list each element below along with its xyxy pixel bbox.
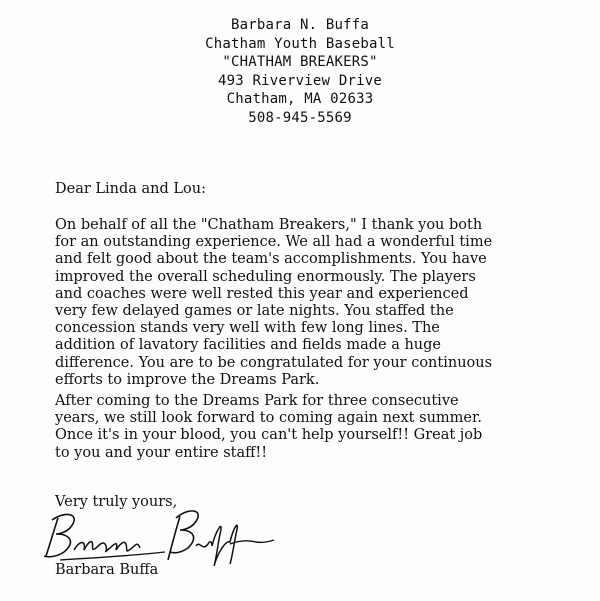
letterhead-phone: 508-945-5569 xyxy=(248,109,352,126)
letterhead-street: 493 Riverview Drive xyxy=(218,72,382,89)
paragraph-line: very few delayed games or late nights. You staffed the xyxy=(55,303,454,320)
paragraph-line: years, we still look forward to coming again next summer. xyxy=(55,410,482,427)
letterhead-city: Chatham, MA 02633 xyxy=(226,91,374,107)
letterhead-organization: Chatham Youth Baseball xyxy=(205,35,395,52)
letterhead-name: Barbara N. Buffa xyxy=(230,17,370,33)
closing: Very truly yours, xyxy=(55,494,178,510)
paragraph-line: After coming to the Dreams Park for three consecutive xyxy=(55,393,459,409)
paragraph-line: for an outstanding experience. We all had a wonderful time xyxy=(55,234,493,251)
salutation: Dear Linda and Lou: xyxy=(55,181,206,197)
paragraph-line: On behalf of all the "Chatham Breakers," I thank you both xyxy=(55,217,483,233)
body-paragraph-2 xyxy=(55,393,575,462)
handwritten-signature xyxy=(30,500,280,570)
letterhead xyxy=(150,16,450,127)
letterhead-team: "CHATHAM BREAKERS" xyxy=(222,54,378,70)
paragraph-line: concession stands very well with few long lines. The xyxy=(55,320,440,337)
paragraph-line: improved the overall scheduling enormously. The players xyxy=(55,268,476,285)
signer-name: Barbara Buffa xyxy=(55,562,159,578)
paragraph-line: and coaches were well rested this year and experienced xyxy=(55,285,469,302)
paragraph-line: to you and your entire staff!! xyxy=(55,444,268,461)
paragraph-line: and felt good about the team's accomplishments. You have xyxy=(55,251,487,268)
paragraph-line: Once it's in your blood, you can't help yourself!! Great job xyxy=(55,427,483,444)
body-paragraph-1 xyxy=(55,217,575,389)
paragraph-line: efforts to improve the Dreams Park. xyxy=(55,371,320,388)
paragraph-line: addition of lavatory facilities and fields made a huge xyxy=(55,337,441,354)
paragraph-line: difference. You are to be congratulated for your continuous xyxy=(55,354,493,371)
